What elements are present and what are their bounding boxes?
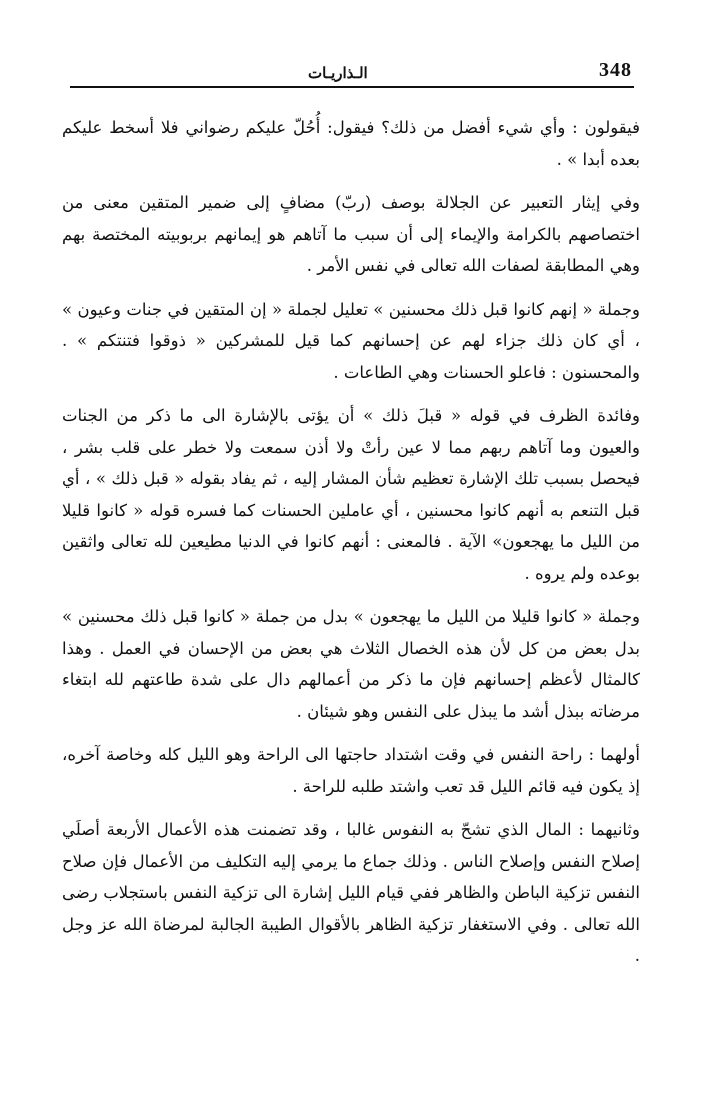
paragraph: أولهما : راحة النفس في وقت اشتداد حاجتها الى الراحة وهو الليل كله وخاصة آخره، إذ يكون فيه قائم الليل قد تعب واشتد طلبه للراحة . — [62, 745, 640, 796]
page-body — [62, 112, 640, 1072]
paragraph: وجملة « كانوا قليلا من الليل ما يهجعون » بدل من جملة « كانوا قبل ذلك محسنين » بدل بعض من كل لأن هذه الخصال الثلاث هي بعض من الإحسان في العمل . وهذا كالمثال لأعظم إحسانهم فإن ما ذكر من أعمالهم دال على شدة طاعتهم لله ابتغاء مرضاته ببذل أشد ما يبذل على النفس وهو شيئان . — [62, 607, 640, 721]
paragraph: وجملة « إنهم كانوا قبل ذلك محسنين » تعليل لجملة « إن المتقين في جنات وعيون » ، أي كان ذلك جزاء لهم عن إحسانهم كما قيل للمشركين « ذوقوا فتنتكم » . والمحسنون : فاعلو الحسنات وهي الطاعات . — [62, 299, 640, 382]
paragraph: وثانيهما : المال الذي تشحّ به النفوس غالبا ، وقد تضمنت هذه الأعمال الأربعة أصلَي إصلاح النفس وإصلاح الناس . وذلك جماع ما يرمي إليه التكليف من الأعمال فإن صلاح النفس تزكية الباطن والظاهر ففي قيام الليل إشارة الى تزكية النفس باستجلاب رضى الله تعالى . وفي الاستغفار تزكية الظاهر بالأقوال الطيبة الجالبة لمرضاة الله عز وجل . — [62, 820, 641, 965]
page-number: 348 — [599, 59, 632, 81]
page-header — [78, 52, 632, 82]
paragraph: وفي إيثار التعبير عن الجلالة بوصف (ربّ) مضافٍ إلى ضمير المتقين معنى من اختصاصهم بالكرامة والإيماء إلى أن سبب ما آتاهم هو إيمانهم بربوبيته المختصة بهم وهي المطابقة لصفات الله تعالى في نفس الأمر . — [62, 193, 640, 275]
running-title: الـذاريـات — [308, 64, 368, 82]
paragraph: وفائدة الظرف في قوله « قبلَ ذلك » أن يؤتى بالإشارة الى ما ذكر من الجنات والعيون وما آتاهم ربهم مما لا عين رأتْ ولا أذن سمعت ولا خطر على قلب بشر ، فيحصل بسبب تلك الإشارة تعظيم شأن المشار إليه ، ثم يفاد بقوله « قبل ذلك » ، أي قبل التنعم به أنهم كانوا محسنين ، أي عاملين الحسنات كما فسره قوله « كانوا قليلا من الليل ما يهجعون» الآية . فالمعنى : أنهم كانوا في الدنيا مطيعين لله تعالى واثقين بوعده ولم يروه . — [62, 406, 640, 583]
header-rule — [70, 86, 634, 88]
paragraph: فيقولون : وأي شيء أفضل من ذلك؟ فيقول: أُحُلّ عليكم رضواني فلا أسخط عليكم بعده أبدا » . — [62, 118, 640, 169]
